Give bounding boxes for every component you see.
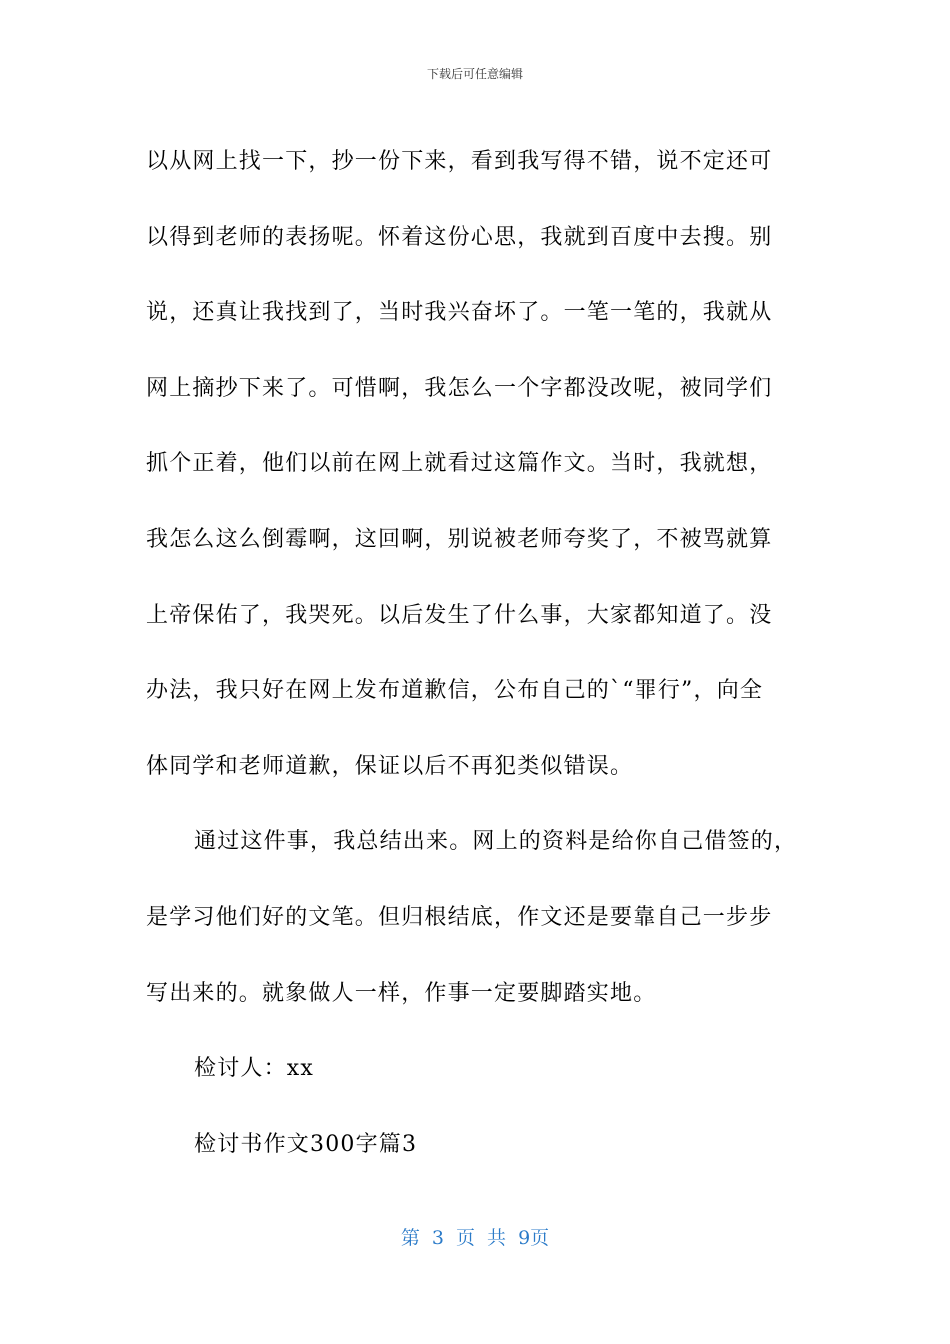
page-header-note: 下载后可任意编辑: [426, 67, 523, 81]
paragraph-start-line: 通过这件事，我总结出来。网上的资料是给你自己借签的，: [194, 829, 798, 855]
section-title: 检讨书作文300字篇3: [194, 1131, 418, 1157]
body-line: 是学习他们好的文笔。但归根结底，作文还是要靠自己一步步: [146, 904, 773, 930]
body-line: 我怎么这么倒霉啊，这回啊，别说被老师夸奖了，不被骂就算: [146, 526, 773, 552]
body-line: 网上摘抄下来了。可惜啊，我怎么一个字都没改呢，被同学们: [146, 375, 773, 401]
body-line: 写出来的。就象做人一样，作事一定要脚踏实地。: [146, 980, 657, 1006]
body-line: 抓个正着，他们以前在网上就看过这篇作文。当时，我就想，: [146, 451, 773, 477]
signature-line: 检讨人：xx: [194, 1056, 315, 1082]
body-line: 体同学和老师道歉，保证以后不再犯类似错误。: [146, 753, 634, 779]
body-line: 办法，我只好在网上发布道歉信，公布自己的`“罪行”，向全: [146, 678, 764, 704]
body-line: 上帝保佑了，我哭死。以后发生了什么事，大家都知道了。没: [146, 602, 773, 628]
page-number: 第 3 页 共 9页: [400, 1227, 550, 1249]
body-line: 以从网上找一下，抄一份下来，看到我写得不错，说不定还可: [146, 149, 773, 174]
document-body: [146, 124, 806, 1182]
body-line: 说，还真让我找到了，当时我兴奋坏了。一笔一笔的，我就从: [146, 300, 773, 326]
body-line: 以得到老师的表扬呢。怀着这份心思，我就到百度中去搜。别: [146, 224, 773, 250]
